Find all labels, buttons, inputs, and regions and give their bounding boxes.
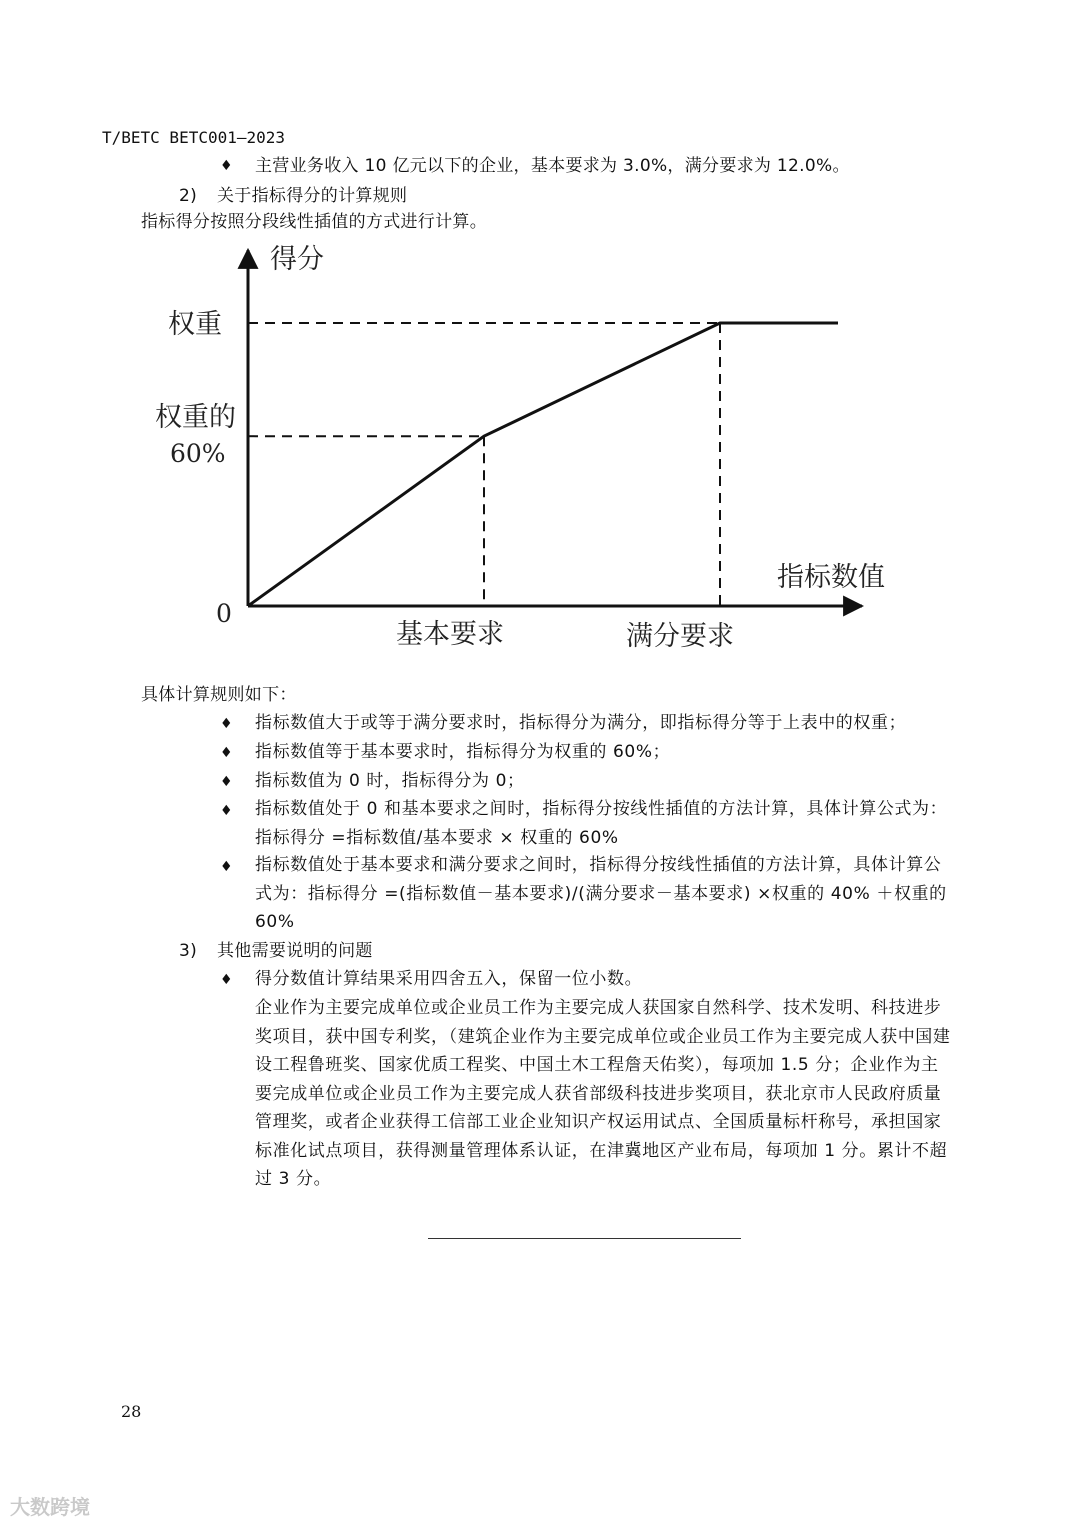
bullet-icon: ♦ (220, 774, 233, 790)
rule-item-2: 指标数值等于基本要求时，指标得分为权重的 60%； (255, 742, 671, 762)
x-label-basic: 基本要求 (396, 619, 504, 650)
x-label-full: 满分要求 (626, 621, 734, 652)
y-label-weight60-line1: 权重的 (155, 402, 236, 433)
section3-item: 得分数值计算结果采用四舍五入，保留一位小数。 (255, 969, 643, 989)
section2-title: 关于指标得分的计算规则 (217, 186, 408, 206)
section2-number: 2) (179, 186, 198, 206)
section3-number: 3) (179, 941, 198, 961)
document-code: T/BETC BETC001—2023 (102, 128, 286, 147)
score-chart (0, 0, 1080, 680)
page-number: 28 (121, 1402, 142, 1421)
score-series-line (248, 323, 838, 606)
bullet-icon: ♦ (220, 745, 233, 761)
bullet-icon: ♦ (220, 803, 233, 819)
bullet-icon: ♦ (220, 859, 233, 875)
y-label-weight60-line2: 60% (170, 439, 226, 468)
end-divider (428, 1238, 741, 1239)
origin-label: 0 (216, 599, 232, 628)
y-label-weight: 权重 (168, 309, 222, 340)
watermark-logo: 大数跨境 (10, 1495, 90, 1519)
rule-item-3: 指标数值为 0 时，指标得分为 0； (255, 771, 525, 791)
income-bullet-text: 主营业务收入 10 亿元以下的企业，基本要求为 3.0%，满分要求为 12.0%。 (255, 156, 850, 176)
bullet-icon: ♦ (220, 716, 233, 732)
bullet-icon: ♦ (220, 158, 233, 174)
rule-item-1: 指标数值大于或等于满分要求时，指标得分为满分，即指标得分等于上表中的权重； (255, 713, 907, 733)
section3-paragraph: 企业作为主要完成单位或企业员工作为主要完成人获国家自然科学、技术发明、科技进步奖项目，获中国专利奖，（建筑企业作为主要完成单位或企业员工作为主要完成人获中国建设工程鲁班奖、国家优质工程奖、中国土木工程詹天佑奖），每项加 1.5 分；企业作为主要完成单位或企业员工作为主要完成人获省部级科技进步奖项目，获北京市人民政府质量管理奖，或者企业获得工信部工业企业知识产权运用试点、全国质量标杆称号，承担国家标准化试点项目，获得测量管理体系认证，在津冀地区产业布局，每项加 1 分。累计不超过 3 分。 (255, 998, 951, 1189)
rules-heading: 具体计算规则如下： (141, 685, 297, 705)
y-axis-label: 得分 (270, 244, 324, 275)
section3-title: 其他需要说明的问题 (217, 941, 373, 961)
method-text: 指标得分按照分段线性插值的方式进行计算。 (141, 212, 487, 232)
x-axis-label: 指标数值 (777, 562, 885, 593)
bullet-icon: ♦ (220, 972, 233, 988)
rule-item-4: 指标数值处于 0 和基本要求之间时，指标得分按线性插值的方法计算，具体计算公式为：指标得分 =指标数值/基本要求 × 权重的 60% (255, 799, 948, 848)
rule-item-5: 指标数值处于基本要求和满分要求之间时，指标得分按线性插值的方法计算，具体计算公式为：指标得分 =(指标数值－基本要求)/(满分要求－基本要求) ×权重的 40% ＋权重的 60% (255, 855, 947, 932)
